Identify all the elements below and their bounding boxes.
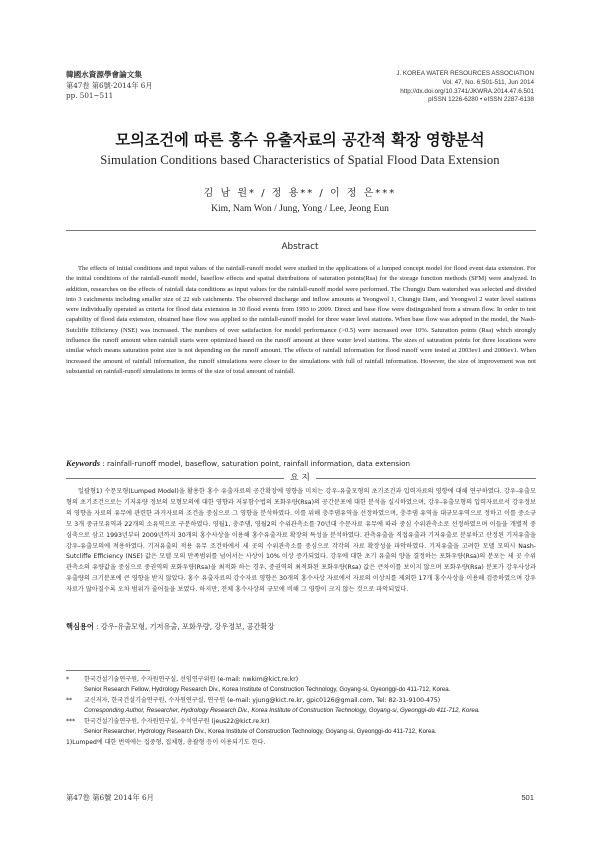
journal-volume-en: Vol. 47, No. 6:501-511, Jun 2014 [442,78,534,86]
journal-issn: pISSN 1226-6280 • eISSN 2287-6138 [428,96,534,104]
footnote-1-ko: 한국건설기술연구원, 수자원연구실, 선임연구위원 (e-mail: nwkim@kict.re.kr) [84,676,299,683]
keywords-text: : rainfall-runoff model, baseflow, saturation point, rainfall information, data extension [102,459,411,468]
footnote-2-mark: ** [66,696,73,704]
footnote-3-mark: *** [66,717,76,725]
authors-ko: 김 남 원* / 정 용** / 이 정 은*** [203,188,397,199]
footnote-2-ko: 교신저자, 한국건설기술연구원, 수자원연구실, 연구원 (e-mail: yjung@kict.re.kr, gpic0126@gmail.com, Tel: 82-31-9100-475) [84,696,441,704]
keywords-ko [66,622,536,632]
journal-pages: pp. 501~511 [66,91,114,100]
footnote-1-mark: * [66,676,70,683]
yoji-heading: 요 지 [284,473,316,483]
footnote-3-ko: 한국건설기술연구원, 수자원연구실, 수석연구원 (jeus22@kict.re.kr) [84,717,270,725]
footnote-3 [66,717,536,738]
lumped-note: 1)Lumped에 대한 번역에는 집중형, 집체형, 총괄형 등이 이용되기도 한다. [66,739,266,747]
page-number: 501 [521,793,534,802]
keywords-label: Keywords [66,458,100,468]
keywords-ko-text: : 강우-유출모형, 기저유출, 포화우량, 강우정보, 공간확장 [96,622,275,631]
footnote-divider [66,670,150,671]
journal-header-right [396,70,534,105]
paper-title-ko: 모의조건에 따른 홍수 유출자료의 공간적 확장 영향분석 [115,131,485,149]
journal-title-ko: 韓國水資源學會論文集 [66,70,142,79]
journal-header-left [66,70,153,102]
abstract-text: The effects of initial conditions and input values of the rainfall-runoff model were studied in the applications of a lumped concept model for flood event data extension. For the initial conditions of the rainfall-runoff model, baseflow effects and spatial distributions of saturation points(Rsa) for the storage function methods (SFM) were analyzed. In addition, researches on the effects of rainfall data conditions as input values for the rainfall-runoff model were performed. The Chungju Dam watershed was selected and divided into 3 catchments including smaller size of 22 sub catchments. The observed discharge and inflow amounts at Yeongwol 1, Chungju Dam, and Yeongwol 2 water level stations were individually operated as criteria for flood data extension in 30 flood events from 1993 to 2009. Direct and base flow were distinguished from a stream flow. In order to test capability of flood data extension, obtained base flow was applied to the rainfall-runoff model for three water level stations. When base flow was adopted in the model, the Nash-Sutcliffe Efficiency (NSE) was increased. The numbers of over satisfaction for model performance (>0.5) were increased over 10%. Saturation points (Rsa) which strongly influence the runoff amount when rainfall starts were optimized based on the runoff amount at three water level stations. The sizes of saturation points for three locations were similar which means saturation point size is not depending on the runoff amount. The effects of rainfall information for flood runoff were tested at 2003ev1 and 2006ev1. When increased the amount of rainfall information, the runoff simulations were closer to the simulations with full of rainfall information. However, the size of improvement was not substantial on rainfall-runoff simulations in terms of the size of total amount of rainfall. [66,265,536,375]
page-footer-left: 第47卷 第6號 2014年 6月 [66,793,154,802]
yoji-heading-wrap [0,465,600,483]
paper-title-en: Simulation Conditions based Characteristics of Spatial Flood Data Extension [100,153,500,167]
yoji-text: 일괄형1) 수문모형(Lumped Model)을 활용한 홍수 유출자료의 공간확장에 영향을 미치는 강우-유출모형의 초기조건과 입력자료의 영향에 대해 연구하였다. 강우-유출모형의 초기조건으로는 기저유량 정보의 모형모의에 대한 영향과 저류함수법의 포화우량(Rsa)의 공간분포에 대한 분석을 실시하였으며, 강우-유출모형의 입력자료로서 강우정보의 영향을 자료의 유무에 관련한 과거자료의 조건을 중심으로 그 영향을 분석하였다. 이를 위해 충주댐유역을 선정하였으며, 충주댐 유역을 대규모유역으로 정하고 이를 중소규모 3개 중규모유역과 22개의 소유역으로 구분하였다. 영월1, 충주댐, 영월2의 수위관측소를 70년대 수문자료 유무에 따라 중심 수위관측소로 선정하였으며 이들을 개별적 중심축으로 삼고 1993년부터 2009년까지 30개의 홍수사상을 이용해 홍수유출자료 확장의 특성을 분석하였다. 관측유출을 직접유출과 기저유출로 분류하고 산정된 기저유출을 강우-유출모의에 적용하였다. 기저유출의 적용 유무 조건하에서 세 곳의 수위관측소를 중심으로 각각의 자료 확장성을 파악하였다. 기저유출을 고려한 모델 모의시 Nash-Sutcliffe Efficiency (NSE) 값은 모델 모의 만족범위를 넘어서는 사상이 10% 이상 증가되었다. 강우에 대한 초기 유출의 양을 결정하는 포화우량(Rsa)의 분포는 세 곳 수위관측소의 유량값을 중심으로 중권역의 포화우량(Rsa)을 최적화 하는 경우, 중권역의 최적화된 포화우량(Rsa) 값은 큰차이를 보이지 않으며 포화우량(Rsa) 분포가 강우사상과 유출량의 크기분포에 큰 영향을 받지 않았다. 홍수 유출자료의 강수자료 영향은 30개의 홍수사상 자료에서 자료의 이상치를 제외한 17개 홍수사상을 이용해 검증하였으며 강우자료가 많아질수록 오차 범위가 줄어들을 보였다. 하지만, 전체 홍수사상의 규모에 비해 그 영향이 크지 않는 것으로 파악되었다. [66,488,536,594]
footnote-1-en: Senior Research Fellow, Hydrology Research Div., Korea Institute of Construction Technology, Goyang-si, Gyeonggi-do 411-712, Korea. [84,686,451,694]
footnote-1 [66,675,536,696]
divider-top [66,230,536,231]
journal-doi[interactable]: http://dx.doi.org/10.3741/JKWRA.2014.47.6.501 [400,87,534,95]
authors-en: Kim, Nam Won / Jung, Yong / Lee, Jeong Eun [211,203,389,214]
journal-title-en: J. KOREA WATER RESOURCES ASSOCIATION [396,70,534,77]
abstract-heading: Abstract [281,242,319,252]
footnote-2-en: Corresponding Author, Researcher, Hydrology Research Div., Korea Institute of Construction Technology, Goyang-si, Gyeonggi-do 411-712, Korea. [84,707,480,715]
journal-volume-ko: 第47卷 第6號·2014年 6月 [66,80,153,90]
footnotes [66,675,536,749]
keywords-ko-label: 핵심용어 [66,622,94,631]
footnote-3-en: Senior Researcher, Hydrology Research Div., Korea Institute of Construction Technology, Goyang-si, Gyeonggi-do 411-712, Korea. [84,728,437,736]
footnote-2 [66,696,536,717]
